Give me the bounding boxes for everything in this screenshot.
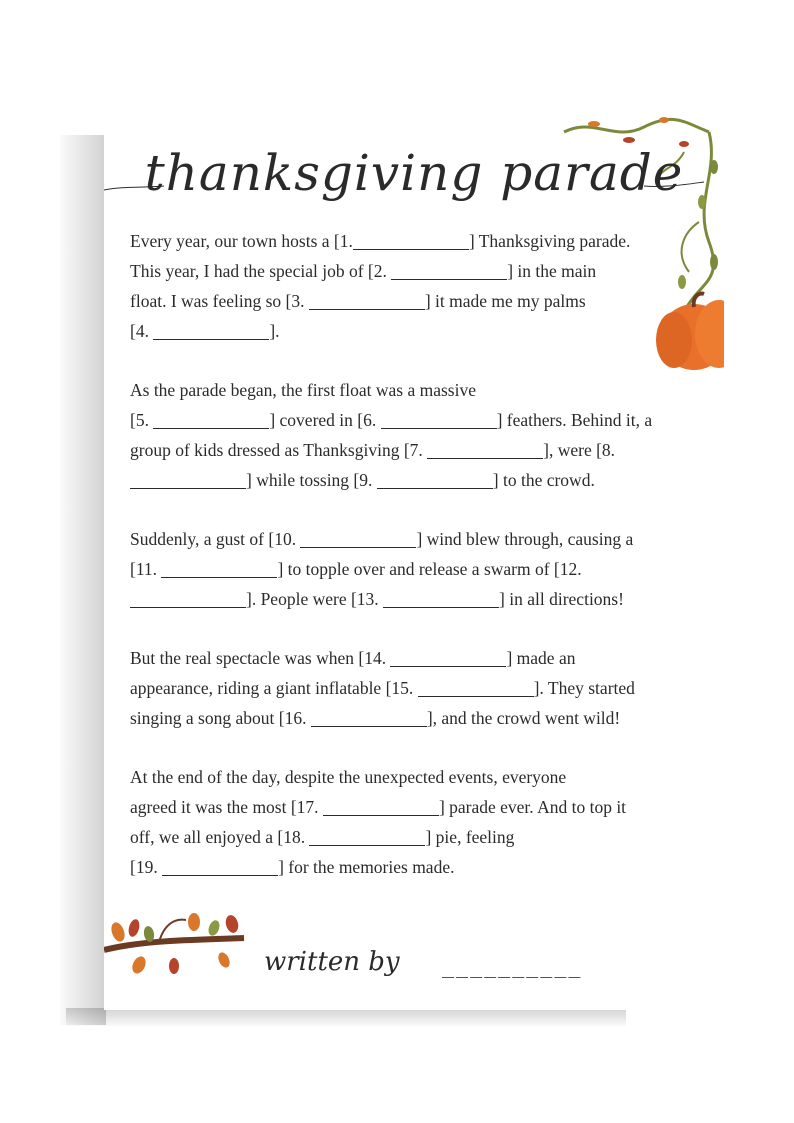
fill-in-blank[interactable] [153, 319, 269, 340]
story-line [130, 852, 700, 882]
story-line [130, 435, 700, 465]
story-line [130, 286, 700, 316]
story-line [130, 584, 700, 614]
fill-in-blank[interactable] [383, 587, 499, 608]
story-text-segment: ] parade ever. And to top it [438, 797, 627, 817]
story-text-segment: This year, I had the special job of [2. [130, 261, 392, 281]
page-title: thanksgiving parade [144, 144, 684, 202]
story-line [130, 405, 700, 435]
story-text-segment: Suddenly, a gust of [10. [130, 529, 301, 549]
fill-in-blank[interactable] [153, 408, 269, 429]
story-paragraph [130, 375, 700, 495]
fill-in-blank[interactable] [418, 676, 534, 697]
story-text-segment: group of kids dressed as Thanksgiving [7. [130, 440, 428, 460]
story-line [130, 465, 700, 495]
fill-in-blank[interactable] [311, 706, 427, 727]
sheet-shadow-left [60, 135, 106, 1025]
fill-in-blank[interactable] [309, 289, 425, 310]
story-text-segment: ] in the main [507, 261, 597, 281]
story-text-segment: ] for the memories made. [278, 857, 455, 877]
story-line [130, 375, 700, 405]
story-text-segment: appearance, riding a giant inflatable [15. [130, 678, 418, 698]
story-text-segment: ] wind blew through, causing a [416, 529, 634, 549]
fill-in-blank[interactable] [130, 468, 246, 489]
story-line [130, 226, 700, 256]
story-text-segment: ] Thanksgiving parade. [468, 231, 631, 251]
fill-in-blank[interactable] [353, 229, 469, 250]
autumn-branch-illustration [104, 910, 254, 980]
story-text-segment: Every year, our town hosts a [1. [130, 231, 353, 251]
story-text-segment: ]. [269, 321, 280, 341]
title-banner [104, 112, 724, 222]
fill-in-blank[interactable] [390, 646, 506, 667]
story-paragraph [130, 643, 700, 733]
story-text-segment: ] it made me my palms [424, 291, 586, 311]
story-text-segment: ] covered in [6. [269, 410, 381, 430]
story-text-segment: [5. [130, 410, 154, 430]
story-line [130, 822, 700, 852]
story-paragraph [130, 524, 700, 614]
story-text-segment: ]. People were [13. [246, 589, 384, 609]
story-text-segment: [19. [130, 857, 163, 877]
fill-in-blank[interactable] [130, 587, 246, 608]
sheet-shadow-bottom [66, 1008, 626, 1026]
fill-in-blank[interactable] [381, 408, 497, 429]
story-text-segment: ], were [8. [543, 440, 616, 460]
written-by-label: written by [264, 947, 400, 977]
story-text-segment: ]. They started [533, 678, 635, 698]
story-paragraph [130, 226, 700, 346]
story-text-segment: ] while tossing [9. [246, 470, 377, 490]
story-text-segment: At the end of the day, despite the unexpected events, everyone [130, 767, 567, 787]
story-text-segment: ] pie, feeling [425, 827, 515, 847]
story-text-segment: ] in all directions! [499, 589, 624, 609]
worksheet-page [104, 112, 724, 1010]
story-line [130, 256, 700, 286]
story-text-segment: ] to the crowd. [492, 470, 595, 490]
fill-in-blank[interactable] [377, 468, 493, 489]
story-line [130, 792, 700, 822]
story-text-segment: [11. [130, 559, 162, 579]
fill-in-blank[interactable] [300, 527, 416, 548]
story-line [130, 524, 700, 554]
story-text-segment: float. I was feeling so [3. [130, 291, 309, 311]
story-line [130, 643, 700, 673]
story-text-segment: ] to topple over and release a swarm of [12. [277, 559, 582, 579]
story-line [130, 554, 700, 584]
story-text-segment: But the real spectacle was when [14. [130, 648, 391, 668]
story-text-segment: singing a song about [16. [130, 708, 311, 728]
story-text-segment: ], and the crowd went wild! [426, 708, 621, 728]
story-line [130, 703, 700, 733]
story-text [130, 226, 700, 911]
story-line [130, 316, 700, 346]
story-text-segment: agreed it was the most [17. [130, 797, 323, 817]
story-text-segment: ] feathers. Behind it, a [496, 410, 653, 430]
story-text-segment: [4. [130, 321, 154, 341]
fill-in-blank[interactable] [309, 825, 425, 846]
story-line [130, 762, 700, 792]
story-text-segment: ] made an [506, 648, 576, 668]
fill-in-blank[interactable] [427, 438, 543, 459]
fill-in-blank[interactable] [323, 795, 439, 816]
author-name-blank[interactable]: __________ [442, 954, 583, 978]
story-paragraph [130, 762, 700, 882]
fill-in-blank[interactable] [161, 557, 277, 578]
story-text-segment: As the parade began, the first float was a massive [130, 380, 476, 400]
fill-in-blank[interactable] [391, 259, 507, 280]
story-line [130, 673, 700, 703]
story-text-segment: off, we all enjoyed a [18. [130, 827, 310, 847]
fill-in-blank[interactable] [162, 855, 278, 876]
